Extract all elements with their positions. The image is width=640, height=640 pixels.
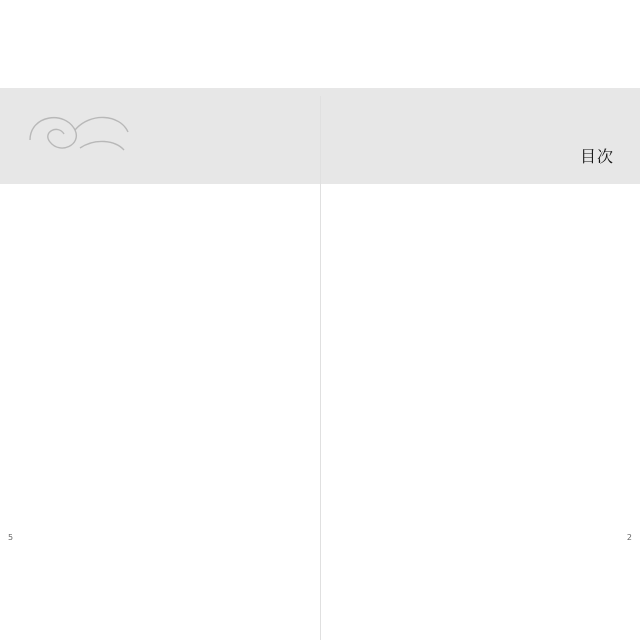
gutter <box>320 96 321 640</box>
page-number-right: 2 <box>626 533 632 542</box>
page-number-left: 5 <box>8 533 14 542</box>
ornament-flourish-icon <box>20 100 140 170</box>
page-title: 目次 <box>580 147 615 166</box>
